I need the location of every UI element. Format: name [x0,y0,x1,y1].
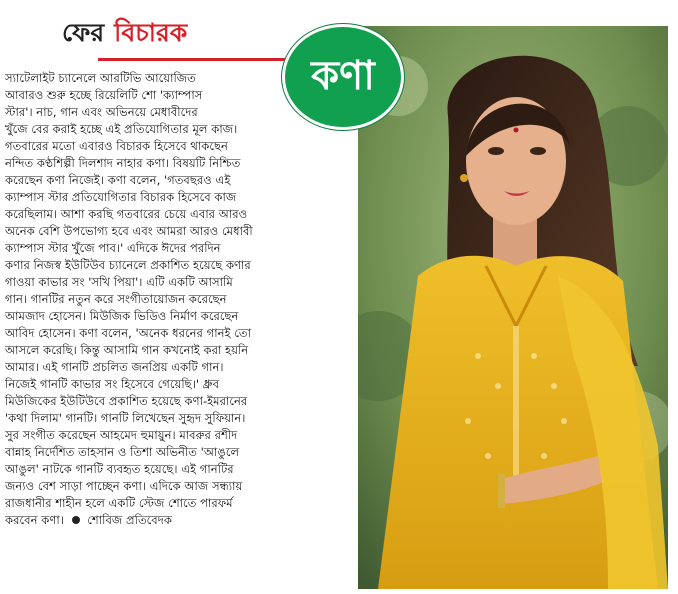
article-line: নিজেই গানটি কাভার সং হিসেবে গেয়েছি।' ধ্রুব [5,377,220,391]
article-line: আঙুল' নাটকে গানটি ব্যবহৃত হয়েছে। এই গানটির [5,462,234,476]
article-line: করেছেন কণা নিজেই। কণা বলেন, 'গতবছরও এই [5,173,231,187]
article-line: স্যাটেলাইট চ্যানেলে আরটিভি আয়োজিত [5,71,196,85]
article-body [5,70,357,529]
article-line: ক্যাম্পাস স্টার খুঁজে পাব।' এদিকে ঈদের পরদিন [5,241,221,255]
article-line: অনেক বেশি উপভোগ্য হবে এবং আমরা আরও মেধাবী [5,224,253,238]
headline-highlight: বিচারক [114,18,188,47]
article-line: স্টার'। নাচ, গান এবং অভিনয়ে মেধাবীদের [5,105,198,119]
article-line-last [5,512,357,529]
article-line: নন্দিত কণ্ঠশিল্পী দিলশাদ নাহার কণা। বিষয়টি নিশ্চিত [5,156,241,170]
article-line: ক্যাম্পাস স্টার প্রতিযোগিতার বিচারক হিসেবে কাজ [5,190,237,204]
article-line: আবারও শুরু হচ্ছে রিয়েলিটি শো 'ক্যাম্পাস [5,88,203,102]
article-line: করেছিলাম। আশা করছি গতবারের চেয়ে এবার আরও [5,207,248,221]
article-line: গতবারের মতো এবারও বিচারক হিসেবে থাকছেন [5,139,228,153]
portrait-photo [358,26,668,589]
article-line: আমার। এই গানটি প্রচলিত জনপ্রিয় একটি গান। [5,360,224,374]
byline-bullet-icon [72,516,80,524]
portrait-illustration [358,26,668,589]
article-closing-text: করবেন কণা। [5,513,64,527]
article-line: গান। গানটির নতুন করে সংগীতায়োজন করেছেন [5,292,227,306]
name-badge-text: কণা [311,52,375,99]
article-line: কণার নিজস্ব ইউটিউব চ্যানেলে প্রকাশিত হয়েছে কণার [5,258,251,272]
headline-underline [98,58,288,61]
article-line: মিউজিকের ইউটিউবে প্রকাশিত হয়েছে কণা-ইমরানের [5,394,248,408]
article-line: আসলে করেছি। কিন্তু আসামি গান কখনোই করা হয়নি [5,343,249,357]
article-line: আবিদ হোসেন। কণা বলেন, 'অনেক ধরনের গানই তো [5,326,251,340]
article-line: আমজাদ হোসেন। মিউজিক ভিডিও নির্মাণ করেছেন [5,309,239,323]
article-line: খুঁজে বের করাই হচ্ছে এই প্রতিযোগিতার মূল কাজ। [5,122,238,136]
headline-prefix: ফের [62,18,105,47]
article-line: সুর সংগীত করেছেন আহমেদ হুমায়ুন। মাবরুর রশীদ [5,428,238,442]
article-line: রাজধানীর শাহীন হলে একটি স্টেজ শোতে পারফর্ম [5,496,233,510]
article-line: 'কথা দিলাম' গানটি। গানটি লিখেছেন সুহৃদ সুফিয়ান। [5,411,246,425]
article-line: জন্যও বেশ সাড়া পাচ্ছেন কণা। এদিকে আজ সন্ধ্যায় [5,479,243,493]
byline: শোবিজ প্রতিবেদক [87,513,172,527]
headline [62,18,188,56]
article-line: গাওয়া কাভার সং 'সখি পিয়া'। এটি একটি আসামি [5,275,233,289]
article-line: বান্নাহ নির্দেশিত তাহসান ও তিশা অভিনীত 'আঙুলে [5,445,240,459]
